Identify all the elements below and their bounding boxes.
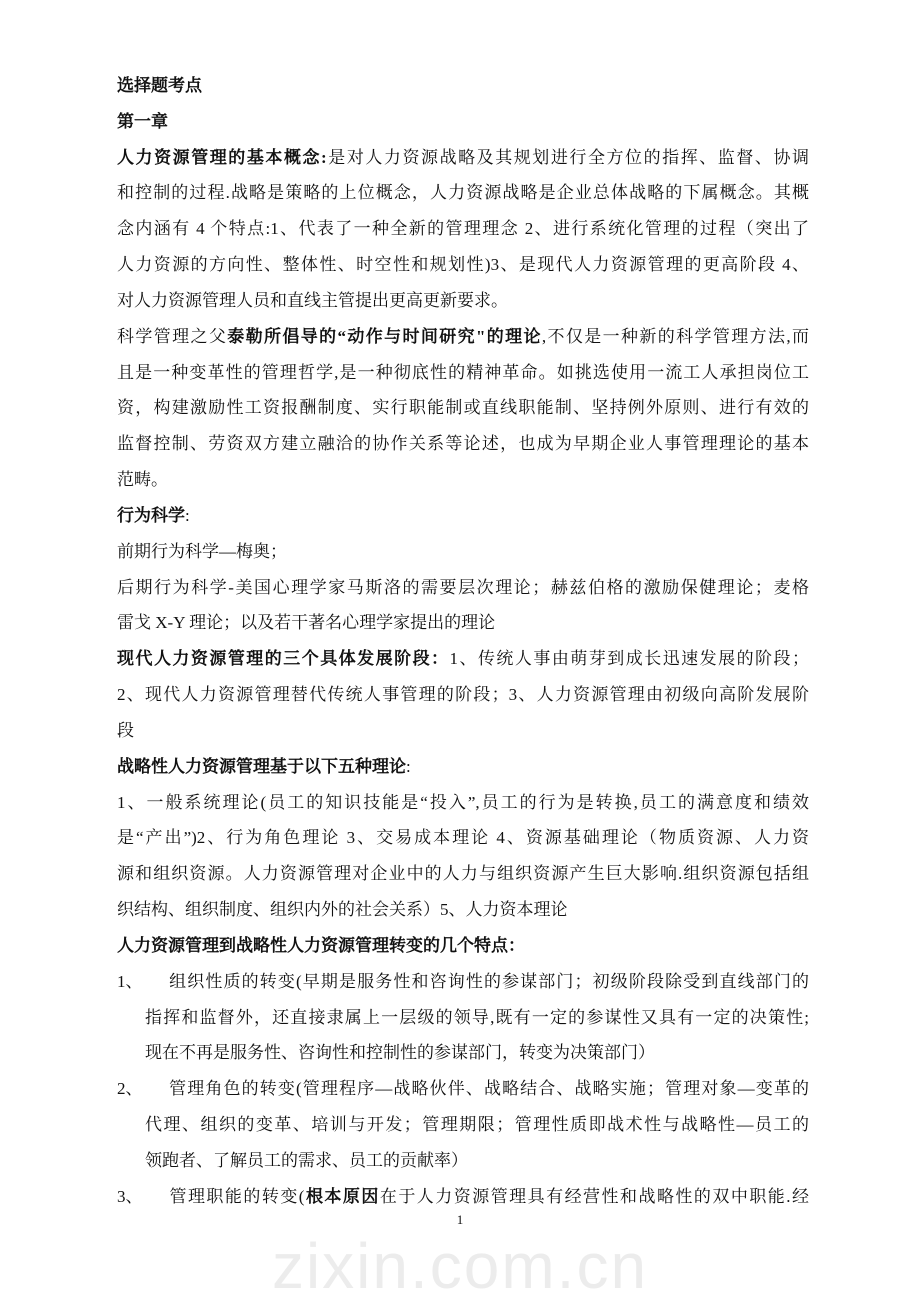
text: 织结构、组织制度、组织内外的社会关系）5、人力资本理论	[117, 900, 568, 920]
text: 是对人力资源战略及其规划进行全方位的指挥、监督、协调	[326, 147, 810, 167]
paragraph	[117, 785, 809, 928]
text-line	[117, 749, 809, 785]
text: 管理职能的转变(	[168, 1186, 305, 1206]
text-line	[117, 426, 809, 462]
list-item	[117, 1179, 809, 1215]
text-line	[117, 964, 809, 1000]
text-line	[117, 677, 809, 713]
text-line	[117, 462, 809, 498]
text: 源和组织资源。人力资源管理对企业中的人力与组织资源产生巨大影响.组织资源包括组	[117, 864, 809, 884]
paragraph	[117, 140, 809, 319]
bold-text: 泰勒所倡导的“动作与时间研究"的理论	[227, 326, 542, 346]
page-number: 1	[456, 1212, 464, 1227]
text: 人力资源的方向性、整体性、时空性和规划性)3、是现代人力资源管理的更高阶段 4、	[117, 255, 809, 275]
text-line	[117, 390, 809, 426]
text-line	[117, 283, 809, 319]
text: 和控制的过程.战略是策略的上位概念，人力资源战略是企业总体战略的下属概念。其概	[117, 183, 809, 203]
text: 范畴。	[117, 470, 168, 490]
text: 2、现代人力资源管理替代传统人事管理的阶段；3、人力资源管理由初级向高阶发展阶	[117, 685, 809, 705]
text-line	[117, 1000, 809, 1036]
text-line	[117, 68, 809, 104]
paragraph	[117, 104, 809, 140]
bold-text: 现代人力资源管理的三个具体发展阶段：	[117, 649, 450, 669]
paragraph	[117, 498, 809, 534]
text-line	[117, 534, 809, 570]
text-line	[117, 785, 809, 821]
text: 1、一般系统理论(员工的知识技能是“投入”,员工的行为是转换,员工的满意度和绩效	[117, 792, 809, 812]
text: 资，构建激励性工资报酬制度、实行职能制或直线职能制、坚持例外原则、进行有效的	[117, 398, 809, 418]
paragraph	[117, 641, 809, 748]
text-line	[117, 355, 809, 391]
text-line	[117, 856, 809, 892]
list-number: 3、	[117, 1186, 143, 1206]
list-number: 1、	[117, 971, 143, 991]
bold-text: 战略性人力资源管理基于以下五种理论	[117, 756, 406, 776]
paragraph	[117, 68, 809, 104]
list-number: 2、	[117, 1079, 143, 1099]
text-line	[117, 1143, 809, 1179]
text-line	[117, 1107, 809, 1143]
text-line	[117, 498, 809, 534]
bold-text: 行为科学	[117, 505, 185, 525]
text-line	[117, 570, 809, 606]
text: :	[185, 505, 190, 525]
text: 监督控制、劳资双方建立融洽的协作关系等论述，也成为早期企业人事管理理论的基本	[117, 434, 809, 454]
bold-text: 选择题考点	[117, 76, 202, 95]
text-line	[117, 820, 809, 856]
paragraph	[117, 749, 809, 785]
text: ,不仅是一种新的科学管理方法,而	[541, 326, 810, 346]
text: 科学管理之父	[117, 326, 228, 346]
text-line	[117, 928, 809, 964]
text: 雷戈 X-Y 理论；以及若干著名心理学家提出的理论	[117, 613, 496, 633]
text: 领跑者、了解员工的需求、员工的贡献率）	[145, 1150, 468, 1170]
text-line	[117, 175, 809, 211]
text: 念内涵有 4 个特点:1、代表了一种全新的管理理念 2、进行系统化管理的过程（突出了	[117, 219, 809, 239]
text: 后期行为科学-美国心理学家马斯洛的需要层次理论；赫兹伯格的激励保健理论；麦格	[117, 577, 809, 597]
text-line	[117, 247, 809, 283]
text: 对人力资源管理人员和直线主管提出更高更新要求。	[117, 290, 508, 310]
document-body	[117, 68, 809, 1215]
bold-text: 人力资源管理到战略性人力资源管理转变的几个特点：	[117, 935, 525, 955]
watermark: zixin.com.cn	[271, 1230, 649, 1302]
text: 指挥和监督外，还直接隶属上一层级的领导,既有一定的参谋性又具有一定的决策性;	[145, 1007, 809, 1027]
text: 组织性质的转变(早期是服务性和咨询性的参谋部门；初级阶段除受到直线部门的	[168, 971, 809, 991]
text-line	[117, 1071, 809, 1107]
paragraph	[117, 534, 809, 570]
text: 在于人力资源管理具有经营性和战略性的双中职能.经	[379, 1186, 810, 1206]
text: 代理、组织的变革、培训与开发；管理期限；管理性质即战术性与战略性—员工的	[145, 1115, 809, 1135]
text: 前期行为科学—梅奥；	[117, 541, 287, 561]
text-line	[117, 641, 809, 677]
text-line	[117, 713, 809, 749]
text: 现在不再是服务性、咨询性和控制性的参谋部门，转变为决策部门）	[145, 1043, 655, 1063]
paragraph	[117, 319, 809, 498]
bold-text: 人力资源管理的基本概念:	[117, 147, 327, 167]
paragraph	[117, 570, 809, 642]
bold-text: 根本原因	[304, 1186, 380, 1206]
text-line	[117, 140, 809, 176]
text-line	[117, 1179, 809, 1215]
text-line	[117, 104, 809, 140]
text: 是“产出”)2、行为角色理论 3、交易成本理论 4、资源基础理论（物质资源、人力资	[117, 828, 809, 848]
paragraph	[117, 928, 809, 964]
text: 且是一种变革性的管理哲学,是一种彻底性的精神革命。如挑选使用一流工人承担岗位工	[117, 362, 809, 382]
text: 1、传统人事由萌芽到成长迅速发展的阶段；	[449, 649, 810, 669]
text-line	[117, 319, 809, 355]
text-line	[117, 211, 809, 247]
list-item	[117, 964, 809, 1071]
text-line	[117, 892, 809, 928]
text: 段	[117, 720, 134, 740]
text: :	[406, 756, 411, 776]
text-line	[117, 605, 809, 641]
text: 管理角色的转变(管理程序—战略伙伴、战略结合、战略实施；管理对象—变革的	[168, 1079, 809, 1099]
bold-text: 第一章	[117, 111, 168, 131]
text-line	[117, 1035, 809, 1071]
list-item	[117, 1071, 809, 1178]
